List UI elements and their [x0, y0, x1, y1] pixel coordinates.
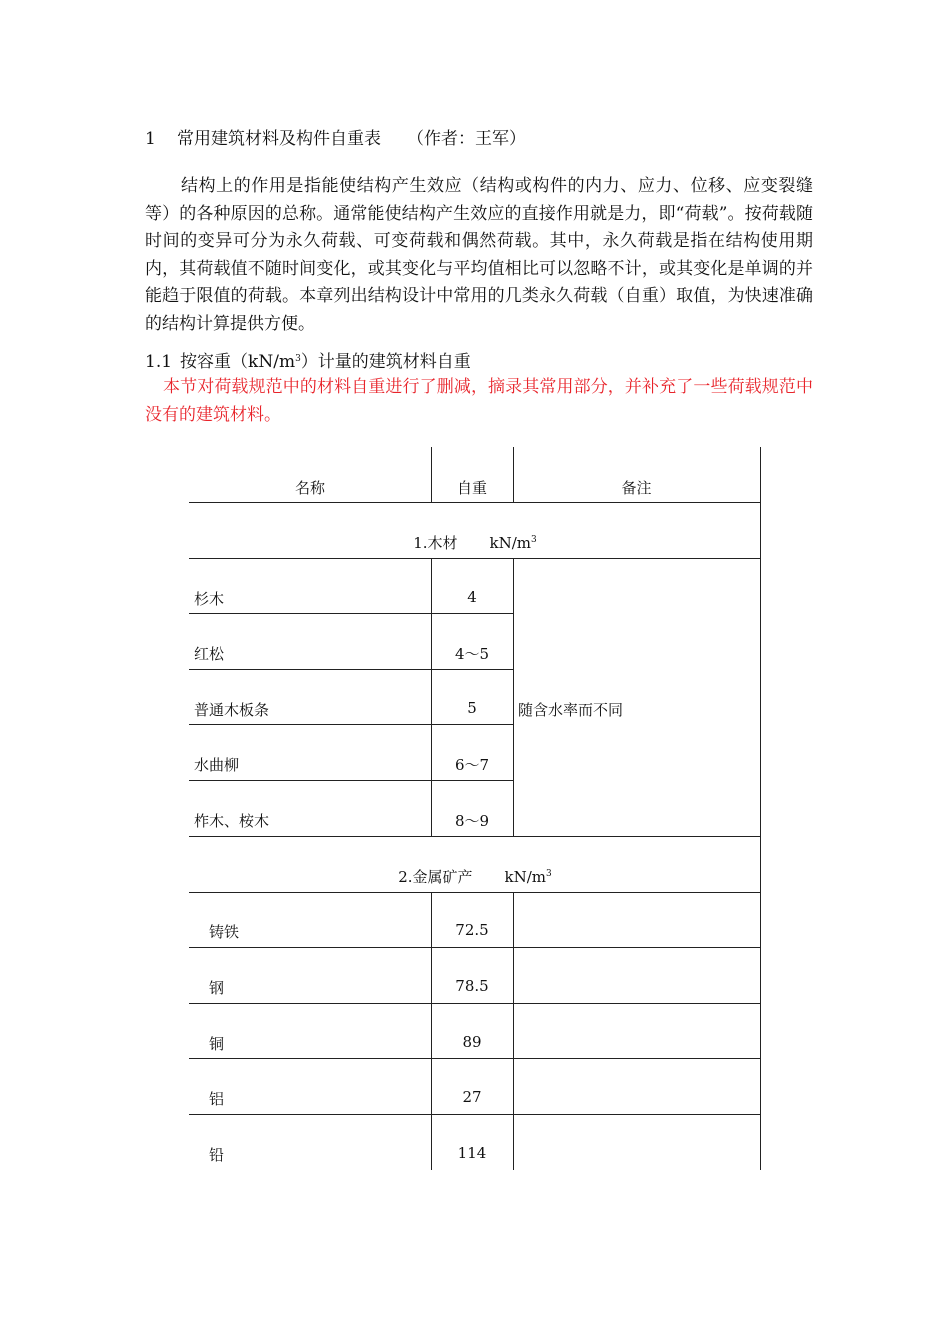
- metal-row-name: 铝: [209, 1090, 225, 1108]
- table-line: [189, 558, 761, 559]
- heading-author: （作者：王军）: [407, 129, 526, 149]
- metal-row-name: 铸铁: [209, 923, 240, 941]
- wood-row-weight: 4: [467, 588, 477, 606]
- wood-row-name: 普通木板条: [194, 701, 270, 719]
- table-line: [760, 558, 761, 892]
- metal-row-name: 铅: [209, 1146, 225, 1164]
- metal-row-name: 铜: [209, 1035, 225, 1053]
- metal-row-weight: 72.5: [455, 921, 489, 939]
- metal-row-weight: 89: [462, 1033, 482, 1051]
- metal-unit: kN/m: [504, 868, 547, 886]
- section-metal-title: [189, 866, 761, 887]
- table-line: [513, 892, 514, 1170]
- wood-unit-sup: 3: [531, 535, 537, 545]
- section-title-sup: 3: [295, 354, 301, 364]
- wood-unit: kN/m: [489, 534, 532, 552]
- wood-row-weight: 4～5: [454, 645, 490, 663]
- table-line: [189, 780, 513, 781]
- heading-title: 常用建筑材料及构件自重表: [177, 129, 381, 149]
- wood-remark: 随含水率而不同: [518, 701, 624, 719]
- wood-row-name: 柞木、桉木: [194, 812, 270, 830]
- wood-title-text: 1.木材: [413, 534, 458, 552]
- section-heading: [145, 347, 471, 372]
- heading-number: 1: [145, 129, 156, 149]
- section-wood-title: [189, 532, 761, 553]
- wood-row-weight: 6～7: [454, 756, 490, 774]
- metal-row-weight: 27: [462, 1088, 482, 1106]
- intro-paragraph: 结构上的作用是指能使结构产生效应（结构或构件的内力、应力、位移、应变裂缝等）的各种原因的总称。通常能使结构产生效应的直接作用就是力，即“荷载”。按荷载随时间的变异可分为永久荷载、可变荷载和偶然荷载。其中，永久荷载是指在结构使用期内，其荷载值不随时间变化，或其变化与平均值相比可以忽略不计，或其变化是单调的并能趋于限值的荷载。本章列出结构设计中常用的几类永久荷载（自重）取值，为快速准确的结构计算提供方便。: [145, 176, 813, 334]
- header-weight: 自重: [456, 479, 487, 497]
- table-line: [760, 892, 761, 1170]
- header-remark: 备注: [621, 479, 652, 497]
- metal-row-weight: 114: [457, 1144, 487, 1162]
- metal-row-name: 钢: [209, 979, 225, 997]
- wood-row-name: 红松: [194, 645, 225, 663]
- table-line: [189, 892, 761, 893]
- section-title-post: ）计量的建筑材料自重: [300, 352, 471, 372]
- table-line: [189, 947, 761, 948]
- wood-row-weight: 5: [467, 699, 477, 717]
- wood-row-name: 杉木: [194, 590, 225, 608]
- page-title: [145, 124, 526, 149]
- table-line: [189, 669, 513, 670]
- table-line: [189, 1058, 761, 1059]
- metal-title-text: 2.金属矿产: [398, 868, 473, 886]
- section-note: 本节对荷载规范中的材料自重进行了删减，摘录其常用部分，并补充了一些荷载规范中没有的建筑材料。: [145, 377, 813, 425]
- wood-row-name: 水曲柳: [194, 756, 240, 774]
- table-line: [513, 558, 514, 837]
- table-line: [189, 1003, 761, 1004]
- header-name: 名称: [294, 479, 325, 497]
- metal-row-weight: 78.5: [455, 977, 489, 995]
- table-line: [189, 724, 513, 725]
- wood-row-weight: 8～9: [454, 812, 490, 830]
- material-weight-table: [189, 447, 761, 1170]
- section-title-pre: 按容重（kN/m: [180, 352, 296, 372]
- metal-unit-sup: 3: [546, 869, 552, 879]
- section-number: 1.1: [145, 352, 173, 372]
- table-line: [189, 1114, 761, 1115]
- table-line: [189, 836, 761, 837]
- table-line: [189, 502, 761, 503]
- table-line: [189, 613, 513, 614]
